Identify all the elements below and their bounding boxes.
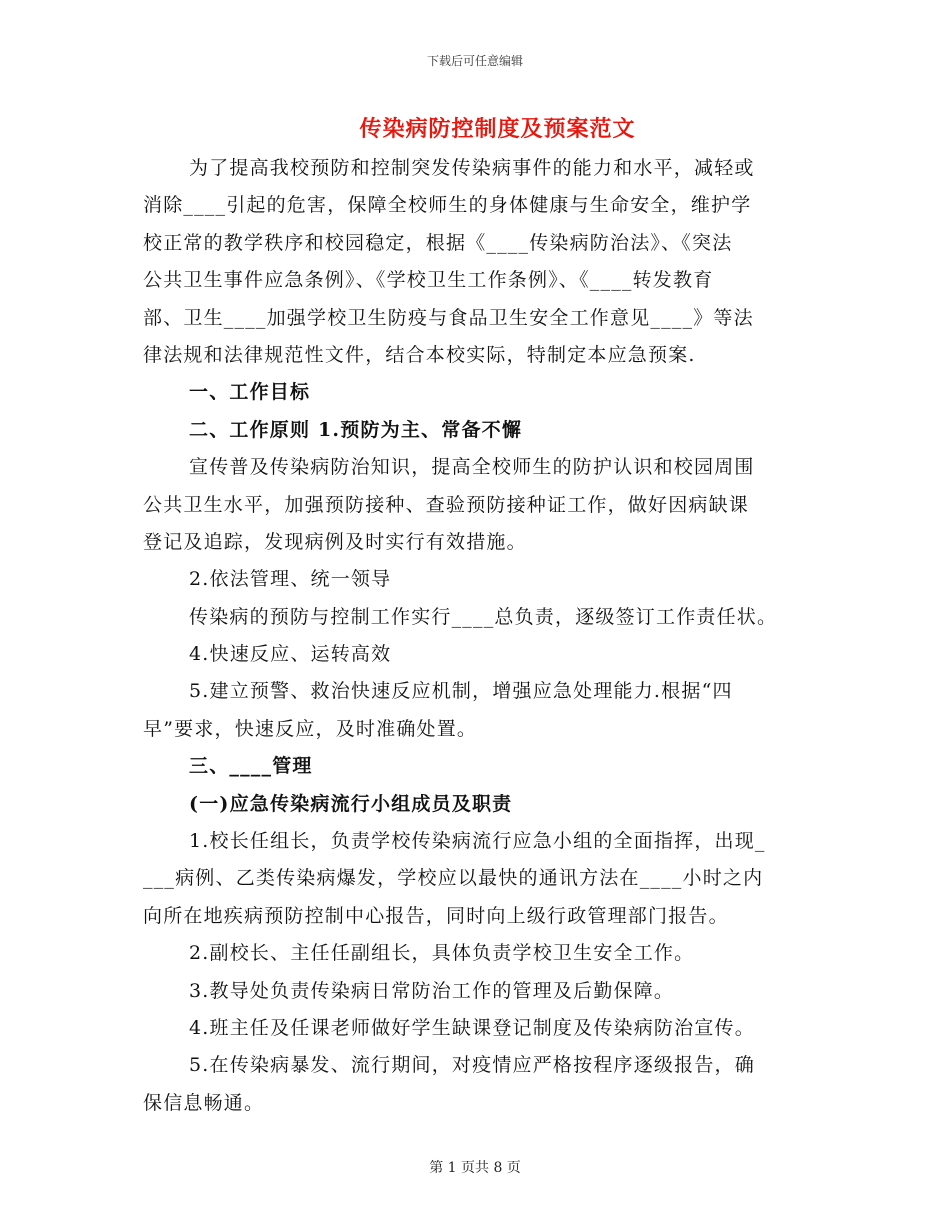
body-text-line: 登记及追踪，发现病例及时实行有效措施。 bbox=[143, 530, 527, 553]
section-heading-line: 三、____管理 bbox=[189, 755, 313, 778]
body-text-line: 宣传普及传染病防治知识，提高全校师生的防护认识和校园周围 bbox=[189, 456, 755, 479]
body-text-line: 为了提高我校预防和控制突发传染病事件的能力和水平，减轻或 bbox=[189, 157, 755, 179]
body-text-line: 律法规和法律规范性文件，结合本校实际，特制定本应急预案. bbox=[143, 343, 696, 366]
body-text-line: 早”要求，快速反应，及时准确处置。 bbox=[143, 717, 478, 740]
body-text-line: 部、卫生____加强学校卫生防疫与食品卫生安全工作意见____》等法 bbox=[143, 306, 754, 329]
body-text-line: 向所在地疾病预防控制中心报告，同时向上级行政管理部门报告。 bbox=[143, 904, 729, 927]
page-footer-number: 第 1 页共 8 页 bbox=[429, 1160, 521, 1176]
section-heading-line: (一)应急传染病流行小组成员及职责 bbox=[189, 792, 513, 815]
body-text-line: 保信息畅通。 bbox=[143, 1091, 265, 1114]
document-title: 传染病防控制度及预案范文 bbox=[359, 116, 636, 142]
body-text-line: 消除____引起的危害，保障全校师生的身体健康与生命安全，维护学 bbox=[143, 194, 752, 217]
body-text-line: 校正常的教学秩序和校园稳定，根据《____传染病防治法》、《突法 bbox=[143, 231, 733, 254]
body-text-line: 2.依法管理、统一领导 bbox=[189, 568, 392, 591]
body-text-line: 3.教导处负责传染病日常防治工作的管理及后勤保障。 bbox=[189, 979, 675, 1002]
section-heading-line: 二、工作原则 1.预防为主、常备不懈 bbox=[189, 418, 523, 441]
body-text-line: 传染病的预防与控制工作实行____总负责，逐级签订工作责任状。 bbox=[189, 605, 778, 628]
body-text-line: 5.在传染病暴发、流行期间，对疫情应严格按程序逐级报告，确 bbox=[189, 1054, 755, 1077]
body-text-line: 1.校长任组长，负责学校传染病流行应急小组的全面指挥，出现_ bbox=[189, 830, 766, 853]
section-heading-line: 一、工作目标 bbox=[189, 381, 311, 404]
document-body bbox=[143, 150, 807, 1122]
body-text-line: 4.快速反应、运转高效 bbox=[189, 643, 392, 666]
body-text-line: 2.副校长、主任任副组长，具体负责学校卫生安全工作。 bbox=[189, 942, 695, 965]
body-text-line: 公共卫生事件应急条例》、《学校卫生工作条例》、《____转发教育 bbox=[143, 269, 714, 292]
body-text-line: 公共卫生水平，加强预防接种、查验预防接种证工作，做好因病缺课 bbox=[143, 493, 750, 516]
body-text-line: 5.建立预警、救治快速反应机制，增强应急处理能力.根据“四 bbox=[189, 680, 733, 703]
page-header-note: 下载后可任意编辑 bbox=[426, 54, 523, 68]
body-text-line: 4.班主任及任课老师做好学生缺课登记制度及传染病防治宣传。 bbox=[189, 1016, 755, 1039]
body-text-line: ___病例、乙类传染病爆发，学校应以最快的通讯方法在____小时之内 bbox=[143, 867, 764, 890]
